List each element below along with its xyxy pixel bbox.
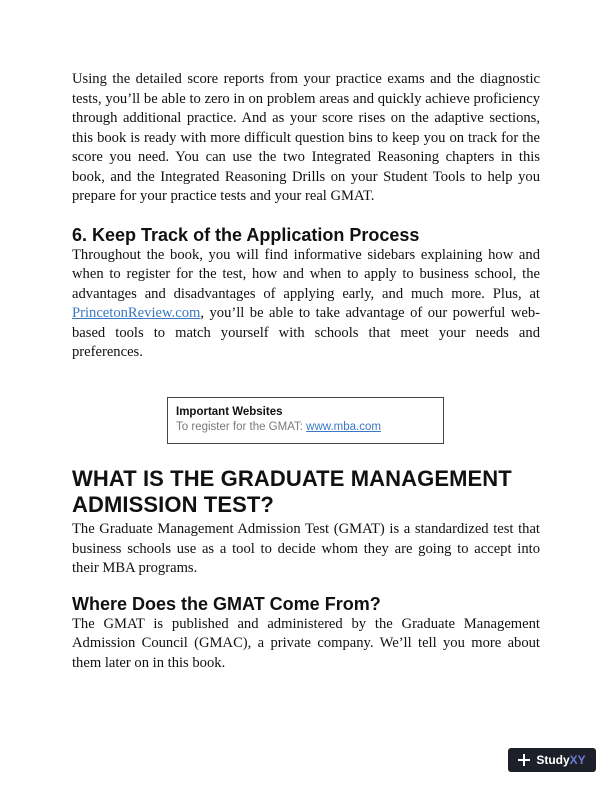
princeton-review-link[interactable]: PrincetonReview.com bbox=[72, 305, 201, 321]
main-heading bbox=[72, 466, 540, 518]
section-6-paragraph bbox=[72, 246, 540, 363]
page-content bbox=[72, 70, 540, 363]
sidebar-text-label: To register for the GMAT: bbox=[176, 421, 307, 433]
sidebar-text bbox=[176, 420, 435, 435]
plus-icon bbox=[518, 754, 530, 766]
brand-accent: XY bbox=[569, 753, 586, 767]
main-heading-line-2: ADMISSION TEST? bbox=[72, 492, 274, 517]
where-gmat-heading: Where Does the GMAT Come From? bbox=[72, 593, 381, 614]
gmat-section bbox=[72, 466, 540, 673]
studyxy-badge[interactable] bbox=[508, 748, 596, 772]
section-6-text-b: , you’ll be able to take advantage of our powerful web-based tools to match yourself with schools that meet your needs and preferences. bbox=[72, 305, 540, 360]
mba-link[interactable]: www.mba.com bbox=[306, 421, 381, 433]
important-websites-sidebar bbox=[167, 397, 444, 444]
sidebar-title: Important Websites bbox=[176, 406, 283, 418]
studyxy-logo-text bbox=[536, 753, 585, 767]
where-gmat-paragraph: The GMAT is published and administered by the Graduate Management Admission Council (GMAC), a private company. We’ll tell you more about them later on in this book. bbox=[72, 615, 540, 671]
brand-main: Study bbox=[536, 753, 570, 767]
gmat-definition-paragraph: The Graduate Management Admission Test (GMAT) is a standardized test that business schools use as a tool to decide whom they are going to accept into their MBA programs. bbox=[72, 521, 540, 576]
section-6-heading: 6. Keep Track of the Application Process bbox=[72, 224, 420, 245]
intro-paragraph: Using the detailed score reports from your practice exams and the diagnostic tests, you’ll be able to zero in on problem areas and quickly achieve proficiency through additional practice. And as your score rises on the adaptive sections, this book is ready with more difficult question bins to keep you on track for the score you need. You can use the two Integrated Reasoning chapters in this book, and the Integrated Reasoning Drills on your Student Tools to help you prepare for your practice tests and your real GMAT. bbox=[72, 71, 540, 204]
section-6-text-a: Throughout the book, you will find informative sidebars explaining how and when to register for the test, how and when to apply to business school, the advantages and disadvantages of applying early, and much more. Plus, at bbox=[72, 246, 540, 302]
main-heading-line-1: WHAT IS THE GRADUATE MANAGEMENT bbox=[72, 466, 512, 491]
